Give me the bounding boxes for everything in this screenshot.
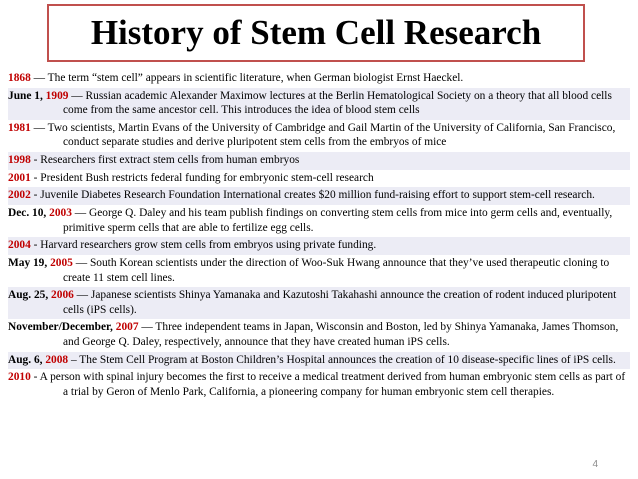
entry-text: — Two scientists, Martin Evans of the University of Cambridge and Gail Martin of the University of California, San Francisco, conduct separate studies and derive pluripotent stem cells from the embryos of mice (30, 121, 616, 149)
entry-year: 2002 (8, 189, 31, 202)
entry-year: 1909 (45, 89, 69, 102)
timeline-entry (8, 255, 630, 287)
entry-year: 1981 (8, 121, 31, 134)
timeline-entry (8, 205, 630, 237)
entry-text: — The term “stem cell” appears in scientific literature, when German biologist Ernst Haeckel. (30, 72, 464, 84)
timeline-entry (8, 152, 630, 170)
entry-date-prefix: May 19, (8, 257, 51, 269)
entry-text: — George Q. Daley and his team publish findings on converting stem cells from mice into germ cells and, eventually, primitive sperm cells that are able to fertilize egg cells. (63, 207, 613, 234)
timeline-entry (8, 237, 630, 255)
entry-text: - Harvard researchers grow stem cells from embryos using private funding. (30, 239, 377, 252)
entry-year: 2003 (49, 207, 72, 220)
timeline-entry (8, 187, 630, 205)
entry-date-prefix: Aug. 25, (8, 289, 52, 302)
entry-text: - A person with spinal injury becomes the first to receive a medical treatment derived from human embryonic stem cells as part of a trial by Geron of Menlo Park, California, a pioneering company for human embryonic stem cell therapies. (30, 371, 626, 398)
entry-text: — Three independent teams in Japan, Wisconsin and Boston, led by Shinya Yamanaka, James Thomson, and George Q. Daley, respectively, announce that they have created human iPS cells. (63, 321, 619, 348)
entry-year: 2005 (50, 257, 73, 269)
page-title: History of Stem Cell Research (90, 13, 542, 52)
timeline-entry (8, 319, 630, 351)
timeline-entry (8, 352, 630, 370)
entry-text: – The Stem Cell Program at Boston Children’s Hospital announces the creation of 10 disease-specific lines of iPS cells. (68, 353, 616, 366)
timeline-entry (8, 287, 630, 319)
entry-text: — South Korean scientists under the direction of Woo-Suk Hwang announce that they’ve used therapeutic cloning to create 11 stem cell lines. (63, 257, 610, 284)
entry-date-prefix: Dec. 10, (8, 207, 50, 220)
entry-text: - Juvenile Diabetes Research Foundation International creates $20 million fund-raising effort to support stem-cell research. (30, 189, 595, 202)
entry-text: - Researchers first extract stem cells from human embryos (30, 154, 300, 167)
entry-text: - President Bush restricts federal funding for embryonic stem-cell research (30, 171, 374, 184)
title-box (47, 4, 585, 62)
entry-year: 2010 (8, 371, 31, 384)
timeline-entry (8, 369, 630, 401)
timeline-entry (8, 88, 630, 120)
timeline-entry (8, 170, 630, 188)
entry-text: — Japanese scientists Shinya Yamanaka and Kazutoshi Takahashi announce the creation of rodent induced pluripotent cells (iPS cells). (63, 289, 617, 316)
entry-year: 1998 (8, 154, 31, 167)
timeline-entry (8, 70, 630, 88)
entry-year: 2004 (8, 239, 31, 252)
entry-year: 2001 (8, 171, 31, 184)
entry-year: 2006 (51, 289, 74, 302)
entry-year: 2008 (45, 353, 69, 366)
page-number: 4 (592, 459, 598, 470)
entry-date-prefix: Aug. 6, (8, 353, 46, 366)
entry-year: 2007 (115, 321, 139, 334)
entry-date-prefix: November/December, (8, 321, 116, 334)
entry-year: 1868 (8, 72, 31, 84)
entry-text: — Russian academic Alexander Maximow lectures at the Berlin Hematological Society on a theory that all blood cells come from the same ancestor cell. This introduces the idea of blood stem cells (63, 89, 612, 117)
timeline-entry (8, 120, 630, 152)
timeline-list (8, 70, 630, 401)
entry-date-prefix: June 1, (8, 89, 46, 102)
